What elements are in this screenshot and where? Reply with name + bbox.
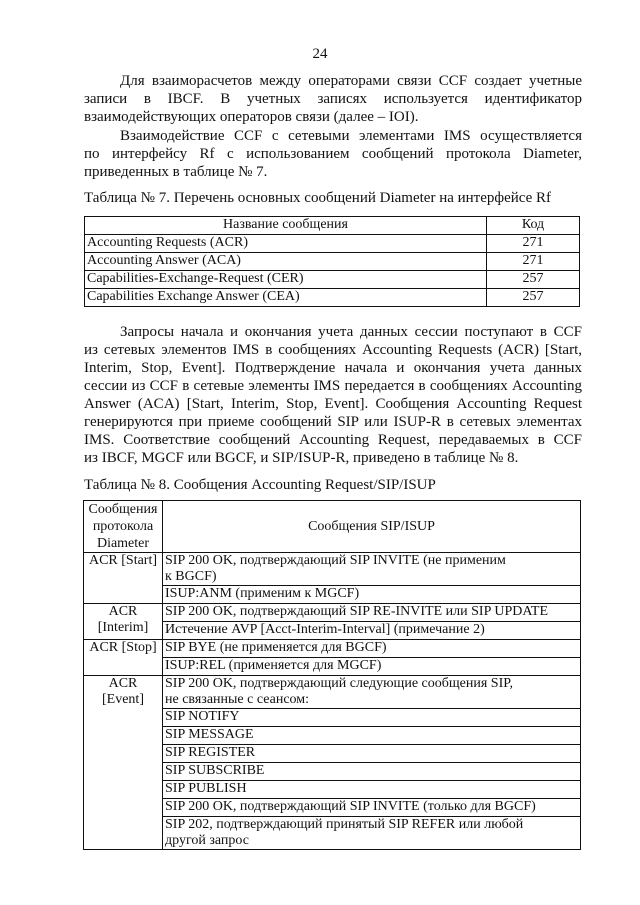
message-name-cell: Accounting Requests (ACR) <box>85 235 487 253</box>
table-row <box>84 553 581 586</box>
paragraph-rf-interface <box>84 127 582 181</box>
diameter-message-line: [Event] <box>102 692 144 707</box>
diameter-message-line: [Interim] <box>97 620 149 635</box>
header-line: Diameter <box>96 536 150 551</box>
cell-line: SIP 202, подтверждающий принятый SIP REFER или любой <box>165 817 524 832</box>
accounting-request-sip-isup-table <box>83 500 581 850</box>
message-name-cell: Accounting Answer (ACA) <box>85 253 487 271</box>
text-line: Answer (ACA) [Start, Interim, Stop, Event]. Сообщения Accounting Request <box>84 396 582 412</box>
table-row <box>84 604 581 622</box>
sip-isup-cell: SIP NOTIFY <box>163 709 581 727</box>
column-header-diameter <box>84 501 163 553</box>
text-line: Interim, Stop, Event]. Подтверждение начала и окончания учета данных <box>84 360 582 376</box>
text-line: записи в IBCF. В учетных записях используется идентификатор <box>84 91 582 107</box>
sip-isup-cell: SIP 200 OK, подтверждающий SIP INVITE (только для BGCF) <box>163 799 581 817</box>
text-line: сессии из CCF в сетевые элементы IMS передается в сообщениях Accounting <box>84 378 582 394</box>
table-header-row <box>84 501 581 553</box>
sip-isup-cell <box>163 817 581 850</box>
table-row <box>85 235 580 253</box>
table8-caption: Таблица № 8. Сообщения Accounting Request/SIP/ISUP <box>84 477 436 493</box>
table7-caption: Таблица № 7. Перечень основных сообщений Diameter на интерфейсе Rf <box>84 190 552 206</box>
header-line: Сообщения <box>88 502 158 517</box>
message-code-cell: 271 <box>487 235 580 253</box>
cell-line: к BGCF) <box>165 569 217 584</box>
diameter-message-cell <box>84 553 163 604</box>
message-code-cell: 257 <box>487 271 580 289</box>
page-number: 24 <box>312 46 328 62</box>
sip-isup-cell <box>163 676 581 709</box>
cell-line: другой запрос <box>165 833 249 848</box>
table-header-row <box>85 217 580 235</box>
text-line: взаимодействующих операторов связи (далее – IOI). <box>84 109 419 125</box>
cell-line: SIP 200 OK, подтверждающий следующие сообщения SIP, <box>165 676 513 691</box>
sip-isup-cell: SIP SUBSCRIBE <box>163 763 581 781</box>
sip-isup-cell: SIP 200 OK, подтверждающий SIP RE-INVITE или SIP UPDATE <box>163 604 581 622</box>
diameter-message-line: ACR <box>108 676 138 691</box>
message-name-cell: Capabilities-Exchange-Request (CER) <box>85 271 487 289</box>
cell-line: SIP 200 OK, подтверждающий SIP INVITE (не применим <box>165 553 506 568</box>
sip-isup-cell <box>163 553 581 586</box>
diameter-message-line: ACR [Stop] <box>89 640 157 655</box>
sip-isup-cell: SIP REGISTER <box>163 745 581 763</box>
sip-isup-cell: SIP BYE (не применяется для BGCF) <box>163 640 581 658</box>
text-line: из сетевых элементов IMS в сообщениях Accounting Requests (ACR) [Start, <box>84 342 582 358</box>
diameter-message-line: ACR <box>108 604 138 619</box>
column-header-code: Код <box>487 217 580 235</box>
table-row <box>84 640 581 658</box>
table-row <box>85 271 580 289</box>
table-row <box>85 253 580 271</box>
sip-isup-cell: ISUP:REL (применяется для MGCF) <box>163 658 581 676</box>
sip-isup-cell: ISUP:ANM (применим к MGCF) <box>163 586 581 604</box>
paragraph-accounting-records <box>84 72 582 126</box>
sip-isup-cell: SIP PUBLISH <box>163 781 581 799</box>
table-row <box>85 289 580 307</box>
cell-line: не связанные с сеансом: <box>165 692 310 707</box>
diameter-message-cell <box>84 676 163 850</box>
diameter-message-cell <box>84 604 163 640</box>
sip-isup-cell: Истечение AVP [Acct-Interim-Interval] (примечание 2) <box>163 622 581 640</box>
paragraph-accounting-requests <box>84 323 582 467</box>
table-row <box>84 676 581 709</box>
text-line: Запросы начала и окончания учета данных сессии поступают в CCF <box>120 324 582 340</box>
header-line: протокола <box>92 519 154 534</box>
column-header-name: Название сообщения <box>85 217 487 235</box>
text-line: приведенных в таблице № 7. <box>84 164 268 180</box>
text-line: Для взаиморасчетов между операторами связи CCF создает учетные <box>120 73 582 89</box>
text-line: по интерфейсу Rf с использованием сообщений протокола Diameter, <box>84 146 582 162</box>
text-line: из IBCF, MGCF или BGCF, и SIP/ISUP-R, приведено в таблице № 8. <box>84 450 519 466</box>
text-line: Взаимодействие CCF с сетевыми элементами IMS осуществляется <box>120 128 582 144</box>
text-line: IMS. Соответствие сообщений Accounting Request, передаваемых в CCF <box>84 432 582 448</box>
column-header-sip-isup: Сообщения SIP/ISUP <box>163 501 581 553</box>
diameter-message-line: ACR [Start] <box>88 553 158 568</box>
sip-isup-cell: SIP MESSAGE <box>163 727 581 745</box>
message-name-cell: Capabilities Exchange Answer (CEA) <box>85 289 487 307</box>
diameter-messages-table <box>84 216 580 307</box>
message-code-cell: 257 <box>487 289 580 307</box>
text-line: генерируются при приеме сообщений SIP или ISUP-R в сетевых элементах <box>84 414 582 430</box>
diameter-message-cell <box>84 640 163 676</box>
message-code-cell: 271 <box>487 253 580 271</box>
